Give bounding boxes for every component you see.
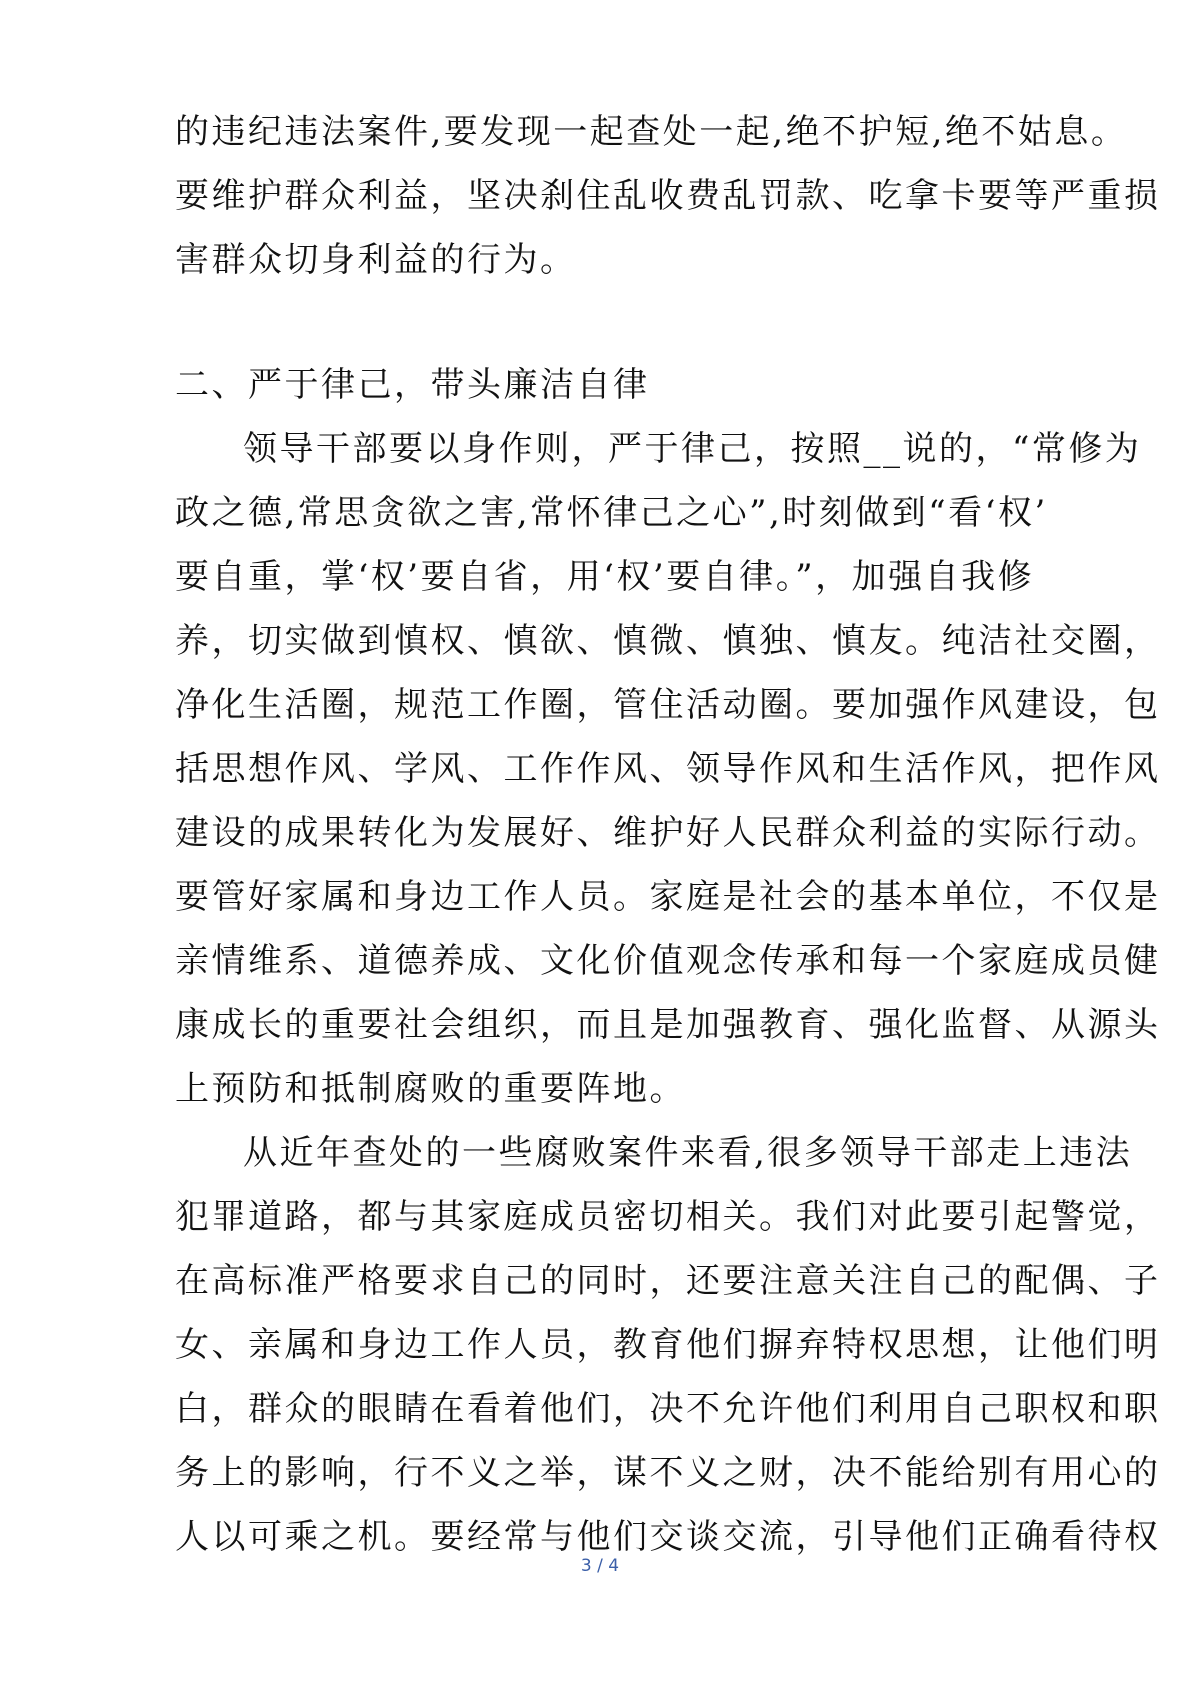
text-line: 括思想作风、学风、工作作风、领导作风和生活作风，把作风 — [175, 749, 1161, 789]
text-line: 要管好家属和身边工作人员。家庭是社会的基本单位，不仅是 — [175, 877, 1161, 917]
text-line: 政之德,常思贪欲之害,常怀律己之心”,时刻做到“看‘权’ — [175, 493, 1048, 533]
text-line: 的违纪违法案件,要发现一起查处一起,绝不护短,绝不姑息。 — [175, 112, 1128, 152]
text-line: 务上的影响，行不义之举，谋不义之财，决不能给别有用心的 — [175, 1453, 1161, 1493]
section-heading: 二、严于律己，带头廉洁自律 — [175, 365, 650, 405]
text-line: 上预防和抵制腐败的重要阵地。 — [175, 1069, 686, 1109]
text-line: 女、亲属和身边工作人员，教育他们摒弃特权思想，让他们明 — [175, 1325, 1161, 1365]
text-line: 亲情维系、道德养成、文化价值观念传承和每一个家庭成员健 — [175, 941, 1161, 981]
text-line: 净化生活圈，规范工作圈，管住活动圈。要加强作风建设，包 — [175, 685, 1161, 725]
text-line: 在高标准严格要求自己的同时，还要注意关注自己的配偶、子 — [175, 1261, 1161, 1301]
text-line: 从近年查处的一些腐败案件来看,很多领导干部走上违法 — [243, 1133, 1133, 1173]
text-line: 要自重，掌‘权’要自省，用‘权’要自律。”，加强自我修 — [175, 557, 1035, 597]
text-line: 康成长的重要社会组织，而且是加强教育、强化监督、从源头 — [175, 1005, 1161, 1045]
text-line: 养，切实做到慎权、慎欲、慎微、慎独、慎友。纯洁社交圈， — [175, 621, 1161, 661]
text-line: 领导干部要以身作则，严于律己，按照__说的，“常修为 — [243, 429, 1142, 469]
text-line: 犯罪道路，都与其家庭成员密切相关。我们对此要引起警觉， — [175, 1197, 1161, 1237]
text-line: 建设的成果转化为发展好、维护好人民群众利益的实际行动。 — [175, 813, 1161, 853]
text-line: 害群众切身利益的行为。 — [175, 240, 577, 280]
text-line: 人以可乘之机。要经常与他们交谈交流，引导他们正确看待权 — [175, 1517, 1161, 1557]
text-line: 要维护群众利益，坚决刹住乱收费乱罚款、吃拿卡要等严重损 — [175, 176, 1161, 216]
page-number: 3 / 4 — [580, 1556, 620, 1576]
text-line: 白，群众的眼睛在看着他们，决不允许他们利用自己职权和职 — [175, 1389, 1161, 1429]
